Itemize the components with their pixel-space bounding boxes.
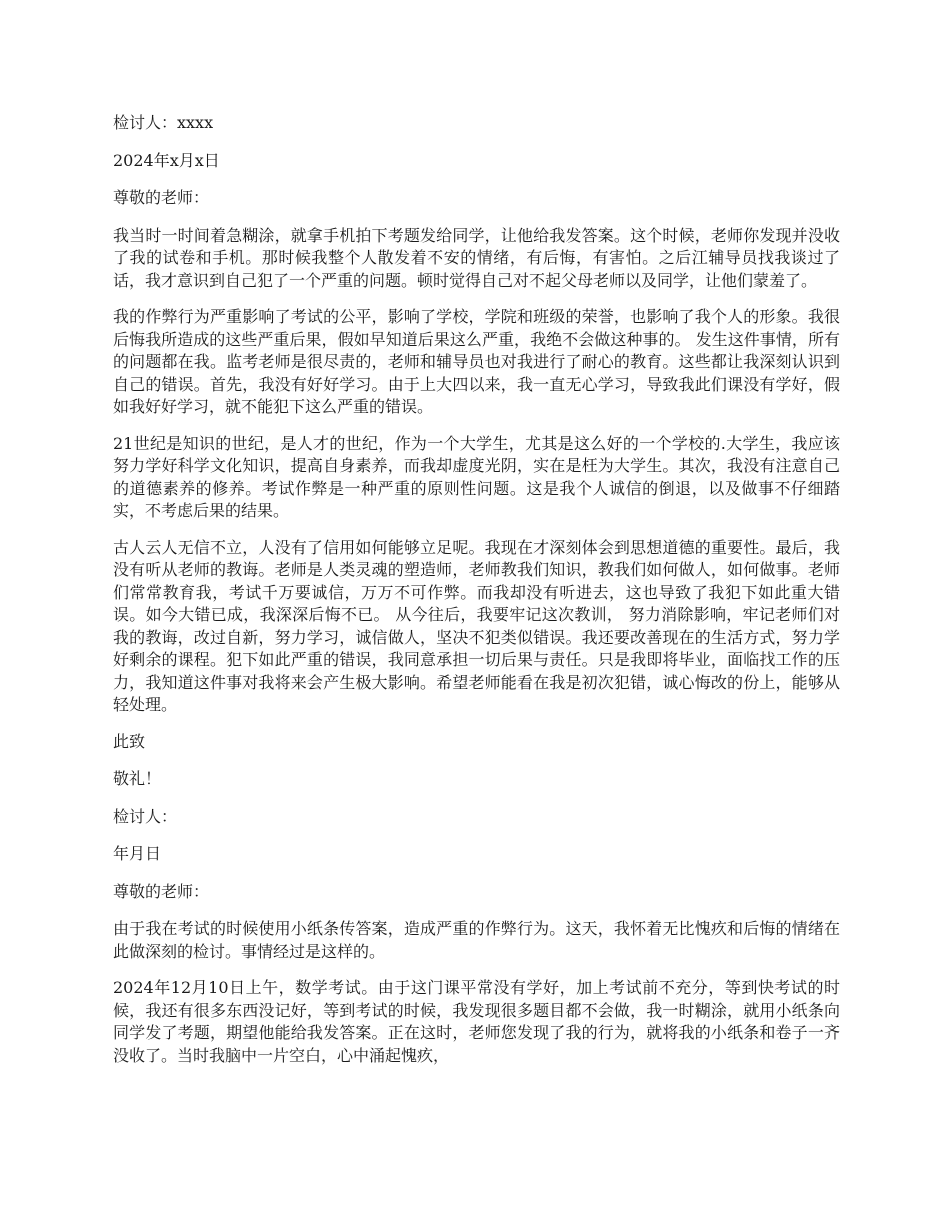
signer-line: 检讨人： [113, 806, 178, 826]
body-paragraph: 2024年12月10日上午，数学考试。由于这门课平常没有学好，加上考试前不充分，等到快考试的时候，我还有很多东西没记好，等到考试的时候，我发现很多题目都不会做，我一时糊涂，就用小纸条向同学发了考题，期望他能给我发答案。正在这时，老师您发现了我的行为，就将我的小纸条和卷子一齐没收了。当时我脑中一片空白，心中涌起愧疚， [113, 978, 840, 1065]
salutation: 尊敬的老师： [113, 881, 210, 901]
body-paragraph: 我的作弊行为严重影响了考试的公平，影响了学校，学院和班级的荣誉，也影响了我个人的形象。我很后悔我所造成的这些严重后果，假如早知道后果这么严重，我绝不会做这种事的。 发生这件事情，所有的问题都在我。监考老师是很尽责的，老师和辅导员也对我进行了耐心的教育。这些都让我深刻认识到自己的错误。首先，我没有好好学习。由于上大四以来，我一直无心学习，导致我此们课没有学好，假如我好好学习，就不能犯下这么严重的错误。 [113, 307, 840, 416]
date-line: 2024年x月x日 [113, 150, 220, 170]
document-page [113, 112, 840, 1081]
body-paragraph: 古人云人无信不立，人没有了信用如何能够立足呢。我现在才深刻体会到思想道德的重要性。最后，我没有听从老师的教诲。老师是人类灵魂的塑造师，老师教我们知识，教我们如何做人，如何做事。老师们常常教育我，考试千万要诚信，万万不可作弊。而我却没有听进去，这也导致了我犯下如此重大错误。如今大错已成，我深深后悔不已。 从今往后，我要牢记这次教训， 努力消除影响，牢记老师们对我的教诲，改过自新，努力学习，诚信做人，坚决不犯类似错误。我还要改善现在的生活方式，努力学好剩余的课程。犯下如此严重的错误，我同意承担一切后果与责任。只是我即将毕业，面临找工作的压力，我知道这件事对我将来会产生极大影响。希望老师能看在我是初次犯错，诚心悔改的份上，能够从轻处理。 [113, 537, 840, 714]
body-paragraph: 由于我在考试的时候使用小纸条传答案，造成严重的作弊行为。这天，我怀着无比愧疚和后悔的情绪在此做深刻的检讨。事情经过是这样的。 [113, 919, 840, 961]
body-paragraph: 我当时一时间着急糊涂，就拿手机拍下考题发给同学，让他给我发答案。这个时候，老师你发现并没收了我的试卷和手机。那时候我整个人散发着不安的情绪，有后悔，有害怕。之后江辅导员找我谈过了话，我才意识到自己犯了一个严重的问题。顿时觉得自己对不起父母老师以及同学，让他们蒙羞了。 [113, 225, 840, 290]
signer-line: 检讨人：xxxx [113, 113, 214, 132]
salutation: 尊敬的老师： [113, 188, 210, 207]
closing-line: 此致 [113, 731, 146, 751]
date-line: 年月日 [113, 844, 162, 863]
closing-regards: 敬礼！ [113, 769, 162, 788]
body-paragraph: 21世纪是知识的世纪，是人才的世纪，作为一个大学生，尤其是这么好的一个学校的.大学生，我应该努力学好科学文化知识，提高自身素养，而我却虚度光阴，实在是枉为大学生。其次，我没有注意自己的道德素养的修养。考试作弊是一种严重的原则性问题。这是我个人诚信的倒退，以及做事不仔细踏实，不考虑后果的结果。 [113, 433, 840, 520]
